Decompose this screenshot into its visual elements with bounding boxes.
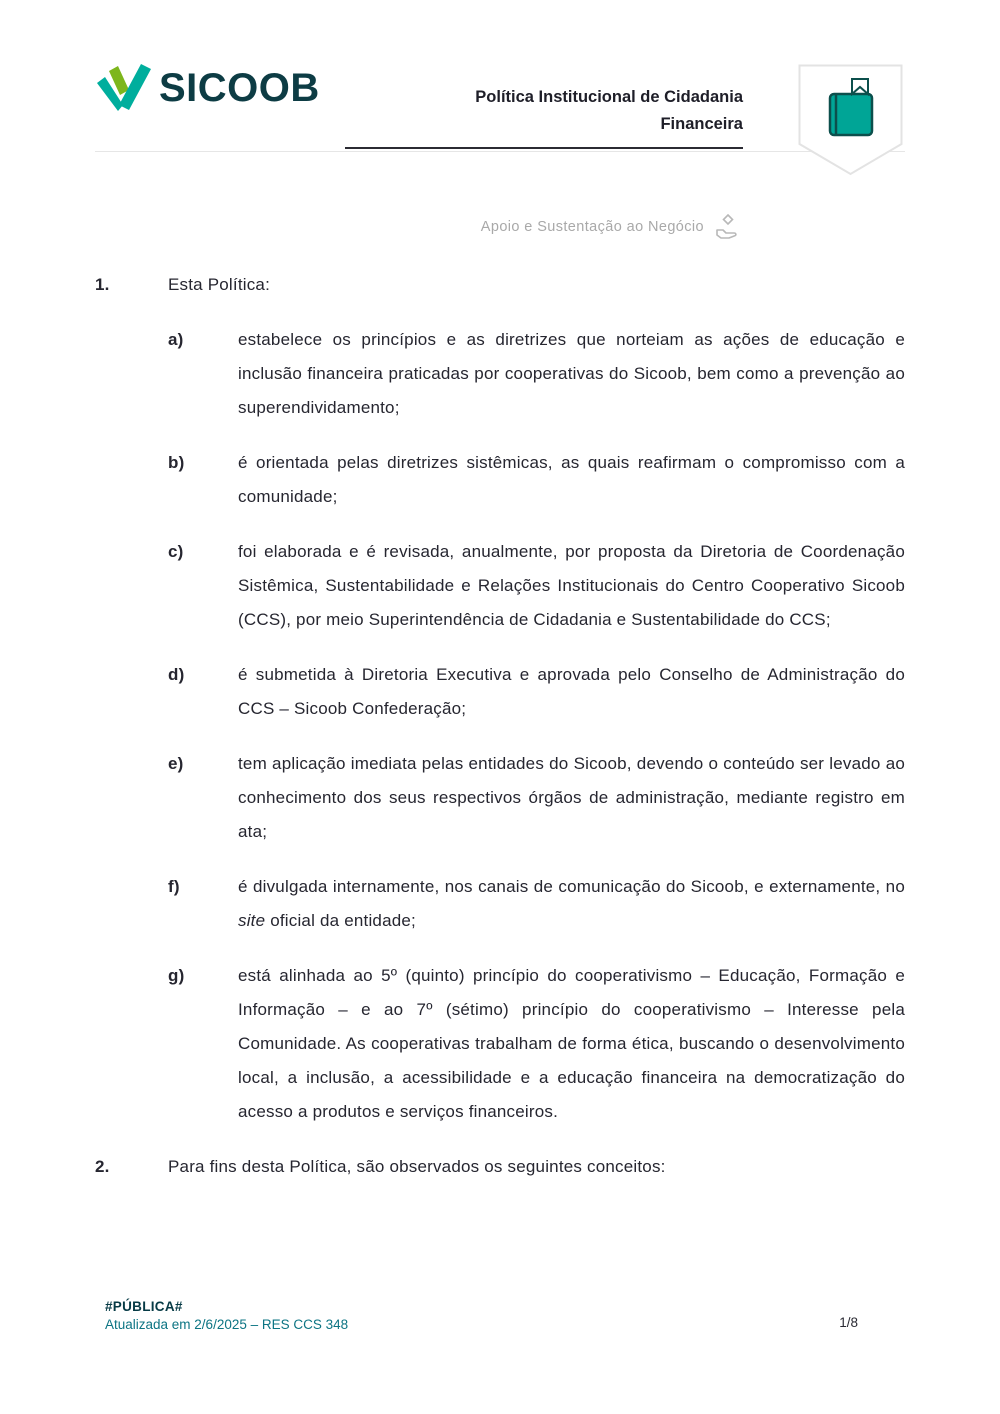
subitem-text-part-italic: site xyxy=(238,911,266,930)
classification-label: #PÚBLICA# xyxy=(105,1299,183,1314)
subitem-e xyxy=(168,747,905,849)
document-title xyxy=(345,84,743,149)
subitem-text: foi elaborada e é revisada, anualmente, por proposta da Diretoria de Coordenação Sistêmica, Sustentabilidade e Relações Institucionais do Centro Cooperativo Sicoob (CCS), por meio Superintendência de Cidadania e Sustentabilidade do CCS; xyxy=(238,542,905,629)
subitem-f xyxy=(168,870,905,938)
subitem-letter: f) xyxy=(168,877,180,896)
subitem-d xyxy=(168,658,905,726)
book-icon xyxy=(798,64,903,176)
subitem-text: está alinhada ao 5º (quinto) princípio do cooperativismo – Educação, Formação e Informação – e ao 7º (sétimo) princípio do cooperativismo – Interesse pela Comunidade. As cooperativas trabalham de forma ética, buscando o desenvolvimento local, a inclusão, a acessibilidade e a educação financeira na democratização do acesso a produtos e serviços financeiros. xyxy=(238,966,905,1121)
item-text: Esta Política: xyxy=(168,275,271,294)
subitem-text: tem aplicação imediata pelas entidades do Sicoob, devendo o conteúdo ser levado ao conhecimento dos seus respectivos órgãos de administração, mediante registro em ata; xyxy=(238,754,905,841)
subitem-text-part: é divulgada internamente, nos canais de comunicação do Sicoob, e externamente, no xyxy=(238,877,905,896)
subitem-letter: e) xyxy=(168,754,184,773)
subitem-text-part: oficial da entidade; xyxy=(265,911,416,930)
document-title-line1: Política Institucional de Cidadania xyxy=(475,88,743,106)
subitem-text: é orientada pelas diretrizes sistêmicas, as quais reafirmam o compromisso com a comunidade; xyxy=(238,453,905,506)
subitem-letter: c) xyxy=(168,542,184,561)
business-area-label: Apoio e Sustentação ao Negócio xyxy=(480,219,704,235)
item-number: 1. xyxy=(95,275,110,294)
document-body xyxy=(95,268,905,1205)
hand-offer-icon xyxy=(714,214,742,240)
updated-info: Atualizada em 2/6/2025 – RES CCS 348 xyxy=(105,1317,349,1332)
subitem-b xyxy=(168,446,905,514)
page-number: 1/8 xyxy=(839,1315,858,1330)
document-footer xyxy=(105,1299,348,1332)
item-text: Para fins desta Política, são observados os seguintes conceitos: xyxy=(168,1157,666,1176)
numbered-item-2 xyxy=(95,1150,905,1184)
sicoob-logo-text: SICOOB xyxy=(159,65,320,110)
subitem-letter: b) xyxy=(168,453,185,472)
book-badge xyxy=(798,64,903,181)
subitem-text xyxy=(238,870,905,938)
subitem-letter: g) xyxy=(168,966,185,985)
subitem-text: é submetida à Diretoria Executiva e aprovada pelo Conselho de Administração do CCS – Sicoob Confederação; xyxy=(238,665,905,718)
subitem-letter: d) xyxy=(168,665,185,684)
sicoob-logo xyxy=(95,64,320,112)
numbered-item-1 xyxy=(95,268,905,302)
subitem-c xyxy=(168,535,905,637)
subitem-letter: a) xyxy=(168,330,184,349)
document-title-line2: Financeira xyxy=(660,115,743,133)
header-divider xyxy=(95,151,905,152)
sicoob-mark-icon xyxy=(95,64,151,112)
item-number: 2. xyxy=(95,1157,110,1176)
business-area-tagline xyxy=(481,214,742,240)
subitem-text: estabelece os princípios e as diretrizes que norteiam as ações de educação e inclusão financeira praticadas por cooperativas do Sicoob, bem como a prevenção ao superendividamento; xyxy=(238,330,905,417)
subitem-a xyxy=(168,323,905,425)
subitem-g xyxy=(168,959,905,1129)
